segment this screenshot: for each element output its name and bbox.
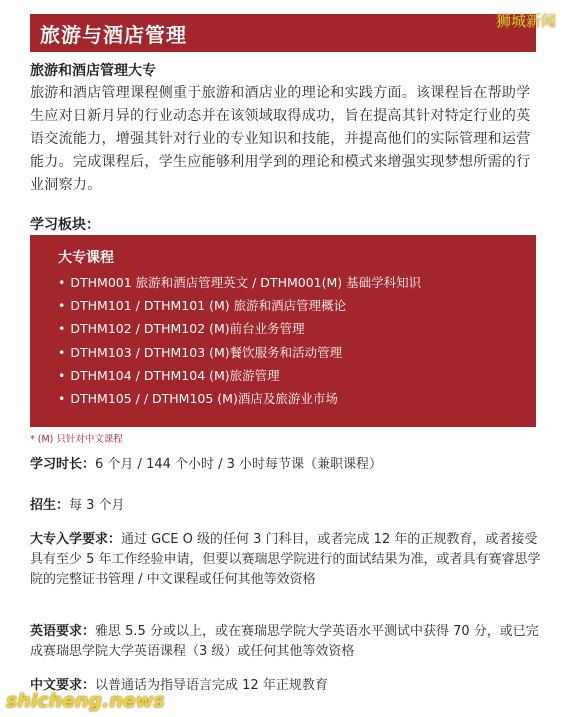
bullet-icon: • (58, 367, 66, 383)
watermark-logo-top: 狮城新闻 (495, 12, 556, 30)
module-item-text: DTHM001 旅游和酒店管理英文 / DTHM001(M) 基础学科知识 (70, 275, 422, 290)
page-title: 旅游与酒店管理 (40, 23, 187, 47)
english-value: 雅思 5.5 分或以上，或在赛瑞思学院大学英语水平测试中获得 70 分，或已完成赛瑞思学院大学英语课程（3 级）或任何其他等效资格 (30, 624, 539, 659)
module-item-text: DTHM104 / DTHM104 (M)旅游管理 (70, 367, 280, 383)
watermark-logo-bottom: shicheng.news (6, 690, 165, 712)
module-item-text: DTHM105 / / DTHM105 (M)酒店及旅游业市场 (70, 391, 338, 407)
title-banner (30, 14, 536, 52)
entry-label: 大专入学要求： (30, 532, 122, 547)
intake-info (30, 496, 542, 516)
bullet-icon: • (58, 275, 66, 290)
module-item-text: DTHM103 / DTHM103 (M)餐饮服务和活动管理 (70, 344, 343, 360)
duration-info (30, 455, 542, 475)
duration-value: 6 个月 / 144 个小时 / 3 小时每节课（兼职课程） (95, 457, 383, 472)
modules-box (30, 235, 536, 427)
modules-footnote: * (M) 只针对中文课程 (30, 434, 123, 445)
program-name: 旅游和酒店管理大专 (30, 63, 156, 79)
modules-label: 学习板块： (30, 217, 100, 233)
english-label: 英语要求： (30, 624, 96, 639)
chinese-value: 以普通话为指导语言完成 12 年正规教育 (95, 678, 328, 693)
module-item-text: DTHM102 / DTHM102 (M)前台业务管理 (70, 321, 305, 337)
english-requirements (30, 622, 542, 662)
modules-box-title: 大专课程 (58, 250, 114, 266)
bullet-icon: • (58, 391, 66, 407)
program-description: 旅游和酒店管理课程侧重于旅游和酒店业的理论和实践方面。该课程旨在帮助学生应对日新月异的行业动态并在该领域取得成功，旨在提高其针对特定行业的英语交流能力，增强其针对行业的专业知识和技能，并提高他们的实际管理和运营能力。完成课程后，学生应能够利用学到的理论和模式来增强实现梦想所需的行业洞察力。 (30, 85, 531, 193)
chinese-label: 中文要求： (30, 678, 96, 693)
intake-label: 招生： (30, 498, 70, 513)
module-item-text: DTHM101 / DTHM101 (M) 旅游和酒店管理概论 (70, 298, 347, 314)
intake-value: 每 3 个月 (69, 498, 125, 513)
bullet-icon: • (58, 321, 66, 337)
module-item (58, 271, 528, 294)
module-item (58, 317, 528, 340)
module-item (58, 387, 528, 410)
bullet-icon: • (58, 344, 66, 360)
entry-requirements (30, 530, 542, 590)
entry-value: 通过 GCE O 级的任何 3 门科目，或者完成 12 年的正规教育，或者接受具有至少 5 年工作经验申请，但要以赛瑞思学院进行的面试结果为准，或者具有赛睿思学院的完整证书管理 / 中文课程或任何其他等效资格 (30, 532, 541, 587)
duration-label: 学习时长： (30, 457, 96, 472)
module-item (58, 294, 528, 317)
module-item (58, 341, 528, 364)
module-item (58, 364, 528, 387)
modules-list (58, 271, 528, 410)
bullet-icon: • (58, 298, 66, 314)
